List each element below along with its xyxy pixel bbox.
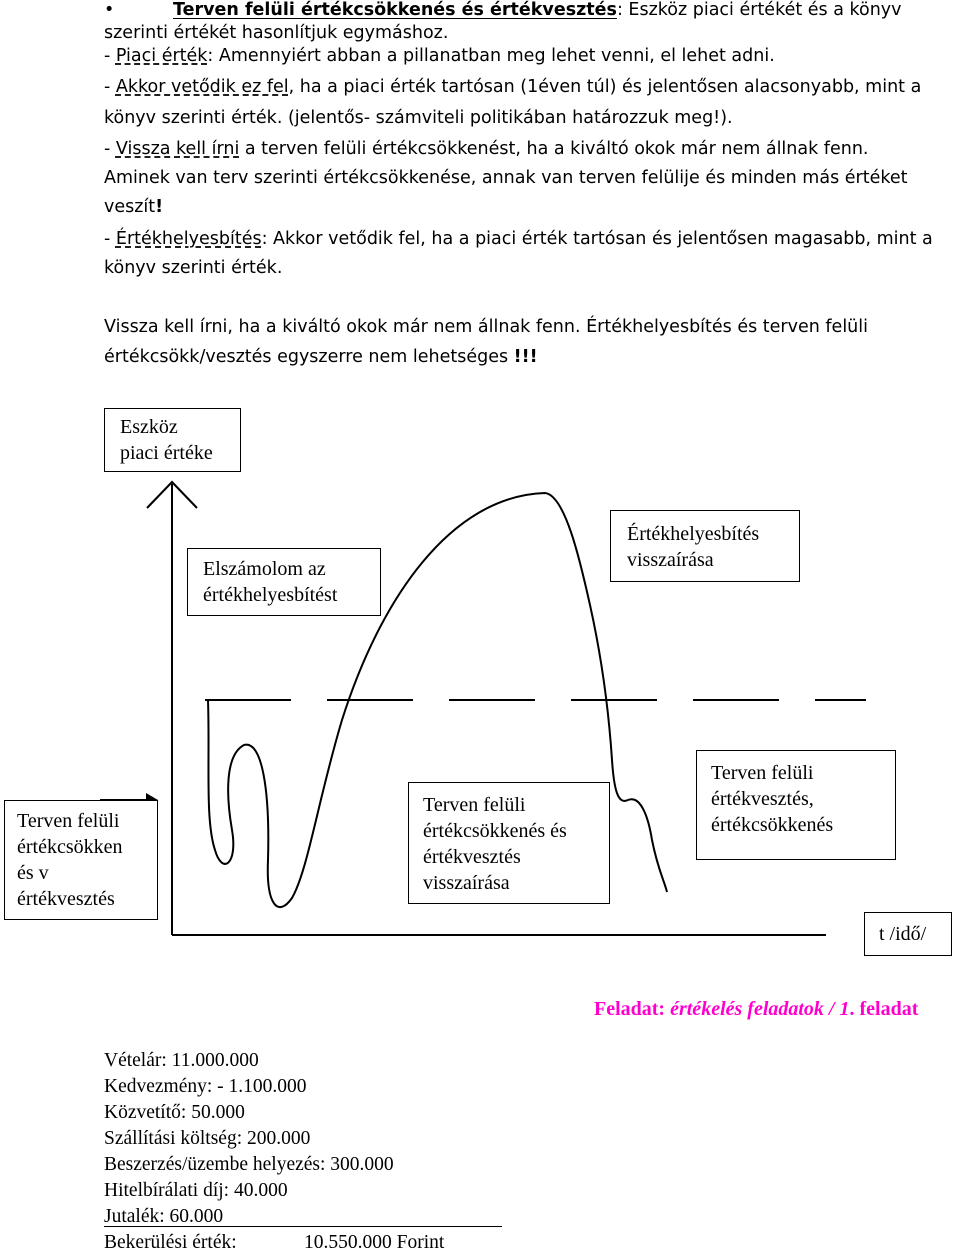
bullet: • — [104, 0, 115, 20]
exclamation: ! — [155, 197, 164, 217]
intro-line-10: könyv szerinti érték. — [104, 258, 283, 278]
cost-szallitasi: Szállítási költség: 200.000 — [104, 1128, 311, 1149]
dash: - — [104, 77, 116, 97]
box-line: értékvesztés — [423, 846, 521, 868]
box-line: értékvesztés, — [711, 788, 814, 810]
box-terven-feluli-visszairasa — [408, 782, 610, 904]
box-line: értékvesztés — [17, 888, 115, 910]
box-line: Értékhelyesbítés — [627, 523, 760, 545]
word-veszit: veszít — [104, 197, 156, 217]
cost-hitelbiralati: Hitelbírálati díj: 40.000 — [104, 1180, 288, 1201]
task-rest: . feladat — [849, 998, 919, 1020]
box-line: és v — [17, 862, 49, 884]
cost-bekerulesi-value: 10.550.000 Forint — [304, 1232, 445, 1253]
term-akkor-vetodik: Akkor vetődik ez fel — [115, 77, 289, 97]
para2-text: értékcsökk/vesztés egyszerre nem lehetséges — [104, 347, 514, 367]
cost-beszerzes: Beszerzés/üzembe helyezés: 300.000 — [104, 1154, 394, 1175]
dash: - — [104, 46, 116, 66]
dash: - — [104, 229, 116, 249]
term-piaci-ertek: Piaci érték — [115, 46, 208, 66]
topic-heading-rest: : Eszköz piaci értékét és a könyv — [616, 0, 902, 20]
box-line: Terven felüli — [17, 810, 120, 832]
box-elszamolom — [187, 548, 381, 616]
task-italic: értékelés feladatok / 1 — [670, 998, 850, 1020]
box-line: értékcsökkenés és — [423, 820, 567, 842]
box-line: Eszköz — [120, 416, 178, 438]
box-line: Terven felüli — [423, 794, 526, 816]
cost-jutalek: Jutalék: 60.000 — [104, 1206, 224, 1227]
box-line: értékcsökkenés — [711, 814, 834, 836]
box-terven-feluli-left — [4, 800, 158, 920]
vissza-kell-irni-definition: a terven felüli értékcsökkenést, ha a kiváltó okok már nem állnak fenn. — [239, 139, 869, 159]
exclamations: !!! — [513, 347, 538, 367]
box-line: értékhelyesbítést — [203, 584, 338, 606]
box-line: visszaírása — [627, 549, 714, 571]
piaci-ertek-definition: : Amennyiért abban a pillanatban meg lehet venni, el lehet adni. — [207, 46, 775, 66]
y-axis-label-box — [104, 408, 241, 472]
box-line: értékcsökken — [17, 836, 123, 858]
topic-heading: Terven felüli értékcsökkenés és értékvesztés — [173, 0, 617, 20]
intro-line-2: szerinti értékét hasonlítjuk egymáshoz. — [104, 23, 449, 43]
box-line: visszaírása — [423, 872, 510, 894]
box-terven-feluli-right — [696, 750, 896, 860]
task-heading — [594, 998, 918, 1021]
box-line: t /idő/ — [879, 923, 927, 945]
task-label: Feladat: — [594, 998, 666, 1020]
box-line: piaci értéke — [120, 442, 213, 464]
sum-rule — [104, 1226, 502, 1227]
para2-line-1: Vissza kell írni, ha a kiváltó okok már nem állnak fenn. Értékhelyesbítés és terven felüli — [104, 317, 869, 337]
intro-line-5: könyv szerinti érték. (jelentős- számviteli politikában határozzuk meg!). — [104, 108, 733, 128]
term-ertekhelyesbites: Értékhelyesbítés — [115, 229, 262, 249]
x-axis-label-box — [864, 912, 952, 956]
box-line: Terven felüli — [711, 762, 814, 784]
cost-bekerulesi-label: Bekerülési érték: — [104, 1232, 237, 1253]
cost-kedvezmeny: Kedvezmény: - 1.100.000 — [104, 1076, 307, 1097]
dash: - — [104, 139, 116, 159]
box-ertekhelyesbites-visszairasa — [610, 510, 800, 582]
box-line: Elszámolom az — [203, 558, 326, 580]
term-vissza-kell-irni: Vissza kell írni — [115, 139, 240, 159]
ertekhelyesbites-definition: : Akkor vetődik fel, ha a piaci érték tartósan és jelentősen magasabb, mint a — [261, 229, 933, 249]
cost-kozvetito: Közvetítő: 50.000 — [104, 1102, 245, 1123]
intro-line-7: Aminek van terv szerinti értékcsökkenése, annak van terven felülije és minden más értéket — [104, 168, 908, 188]
cost-vetelar: Vételár: 11.000.000 — [104, 1050, 259, 1071]
akkor-vetodik-definition: , ha a piaci érték tartósan (1éven túl) és jelentősen alacsonyabb, mint a — [288, 77, 922, 97]
